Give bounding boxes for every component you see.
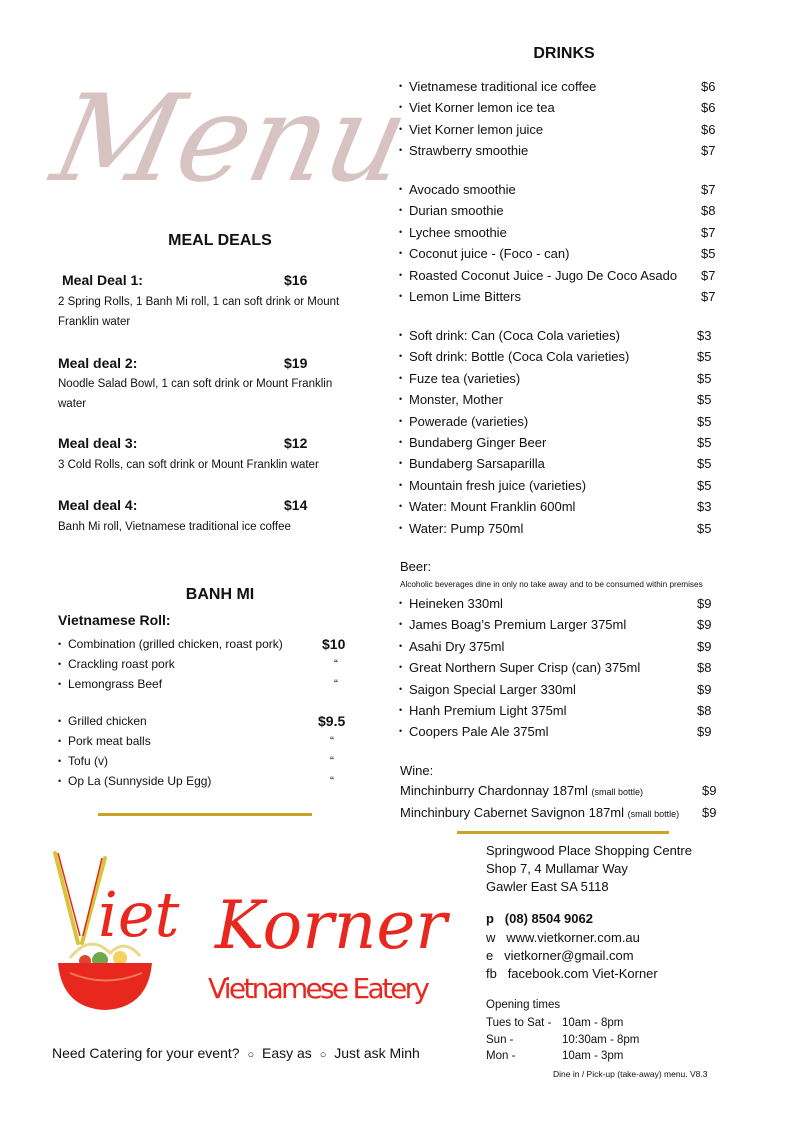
viet-korner-logo	[50, 848, 447, 1018]
list-item: • Monster, Mother $5	[399, 389, 717, 410]
phone-line: p (08) 8504 9062	[486, 911, 593, 926]
list-item: • Durian smoothie $8	[399, 200, 721, 221]
beer-note: Alcoholic beverages dine in only no take away and to be consumed within premises	[400, 580, 703, 589]
list-item: • Viet Korner lemon juice $6	[399, 119, 721, 140]
list-item: • Bundaberg Ginger Beer $5	[399, 432, 717, 453]
list-item: • Viet Korner lemon ice tea $6	[399, 97, 721, 118]
bullet-icon: ○	[319, 1049, 327, 1061]
meal-deal-desc: Noodle Salad Bowl, 1 can soft drink or Mount Franklin water	[58, 378, 333, 410]
list-item: • Fuze tea (varieties) $5	[399, 368, 717, 389]
meal-deal-name: Meal deal 2:	[58, 355, 138, 371]
brand-name-part2: Korner	[215, 887, 447, 964]
facebook-line: fb facebook.com Viet-Korner	[486, 966, 658, 981]
brand-name-part1: iet	[98, 878, 180, 951]
list-item: • Grilled chicken $9.5	[58, 711, 358, 731]
banh-mi-list-2	[58, 711, 358, 791]
beer-list	[399, 593, 717, 743]
list-item: • Tofu (v) “	[58, 751, 358, 771]
banh-mi-heading: BANH MI	[185, 586, 255, 603]
list-item: • James Boag’s Premium Larger 375ml $9	[399, 614, 717, 635]
list-item: • Asahi Dry 375ml $9	[399, 636, 717, 657]
list-item: • Lychee smoothie $7	[399, 222, 721, 243]
address-block	[486, 842, 692, 896]
meal-deal-price: $14	[284, 497, 308, 513]
wine-label: Wine:	[400, 763, 434, 778]
hours-row: Mon - 10am - 3pm	[486, 1050, 624, 1062]
meal-deal-price: $12	[284, 435, 308, 451]
opening-times-heading: Opening times	[486, 999, 561, 1011]
list-item: • Lemongrass Beef “	[58, 674, 358, 694]
list-item: • Water: Mount Franklin 600ml $3	[399, 496, 717, 517]
list-item: • Strawberry smoothie $7	[399, 140, 721, 161]
meal-deal-name: Meal Deal 1:	[62, 272, 143, 288]
beer-label: Beer:	[400, 559, 432, 574]
list-item: • Saigon Special Larger 330ml $9	[399, 679, 717, 700]
drinks-heading: DRINKS	[533, 45, 595, 62]
list-item: • Great Northern Super Crisp (can) 375ml $8	[399, 657, 717, 678]
wine-row: Minchinburry Chardonnay 187ml (small bottle) $9	[400, 783, 717, 798]
meal-deal-price: $19	[284, 355, 308, 371]
list-item: • Bundaberg Sarsaparilla $5	[399, 453, 717, 474]
meal-deal-price: $16	[284, 272, 308, 288]
meal-deal-desc: Banh Mi roll, Vietnamese traditional ice coffee	[58, 521, 291, 533]
list-item: • Crackling roast pork “	[58, 654, 358, 674]
hours-row: Sun - 10:30am - 8pm	[486, 1033, 640, 1046]
meal-deal-name: Meal deal 3:	[58, 435, 138, 451]
menu-title-script	[42, 30, 421, 220]
list-item: • Coconut juice - (Foco - can) $5	[399, 243, 721, 264]
brand-tagline: Vietnamese Eatery	[208, 972, 430, 1005]
wine-row: Minchinbury Cabernet Savignon 187ml (small bottle) $9	[400, 805, 717, 820]
address-line: Shop 7, 4 Mullamar Way	[486, 861, 628, 876]
drinks-list-1	[399, 76, 721, 162]
list-item: • Soft drink: Can (Coca Cola varieties) $3	[399, 325, 717, 346]
banh-mi-subheading: Vietnamese Roll:	[58, 612, 171, 628]
list-item: • Soft drink: Bottle (Coca Cola varieties) $5	[399, 346, 717, 367]
email-line: e vietkorner@gmail.com	[486, 948, 634, 963]
drinks-list-2	[399, 179, 721, 307]
list-item: • Water: Pump 750ml $5	[399, 518, 717, 539]
list-item: • Hanh Premium Light 375ml $8	[399, 700, 717, 721]
list-item: • Avocado smoothie $7	[399, 179, 721, 200]
list-item: • Pork meat balls “	[58, 731, 358, 751]
list-item: • Lemon Lime Bitters $7	[399, 286, 721, 307]
list-item: • Powerade (varieties) $5	[399, 411, 717, 432]
meal-deal-name: Meal deal 4:	[58, 497, 138, 513]
menu-title-text: Menu	[42, 68, 421, 209]
list-item: • Mountain fresh juice (varieties) $5	[399, 475, 717, 496]
address-line: Gawler East SA 5118	[486, 879, 609, 894]
hours-table	[486, 1015, 686, 1065]
list-item: • Heineken 330ml $9	[399, 593, 717, 614]
web-line: w www.vietkorner.com.au	[486, 930, 640, 945]
hours-row: Tues to Sat - 10am - 8pm	[486, 1017, 624, 1029]
footer-note: Dine in / Pick-up (take-away) menu. V8.3	[553, 1069, 708, 1079]
banh-mi-list-1	[58, 634, 358, 694]
list-item: • Op La (Sunnyside Up Egg) “	[58, 771, 358, 791]
meal-deal-desc: 2 Spring Rolls, 1 Banh Mi roll, 1 can soft drink or Mount Franklin water	[58, 296, 340, 328]
list-item: • Vietnamese traditional ice coffee $6	[399, 76, 721, 97]
meal-deals-heading: MEAL DEALS	[168, 232, 272, 249]
list-item: • Coopers Pale Ale 375ml $9	[399, 721, 717, 742]
bullet-icon: ○	[247, 1049, 255, 1061]
catering-line: Need Catering for your event? ○ Easy as ○ Just ask Minh	[52, 1045, 420, 1061]
list-item: • Combination (grilled chicken, roast pork) $10	[58, 634, 358, 654]
list-item: • Roasted Coconut Juice - Jugo De Coco Asado $7	[399, 265, 721, 286]
drinks-list-3	[399, 325, 717, 539]
address-line: Springwood Place Shopping Centre	[486, 843, 692, 858]
divider	[98, 813, 312, 816]
divider	[457, 831, 669, 834]
meal-deal-desc: 3 Cold Rolls, can soft drink or Mount Franklin water	[58, 459, 319, 471]
